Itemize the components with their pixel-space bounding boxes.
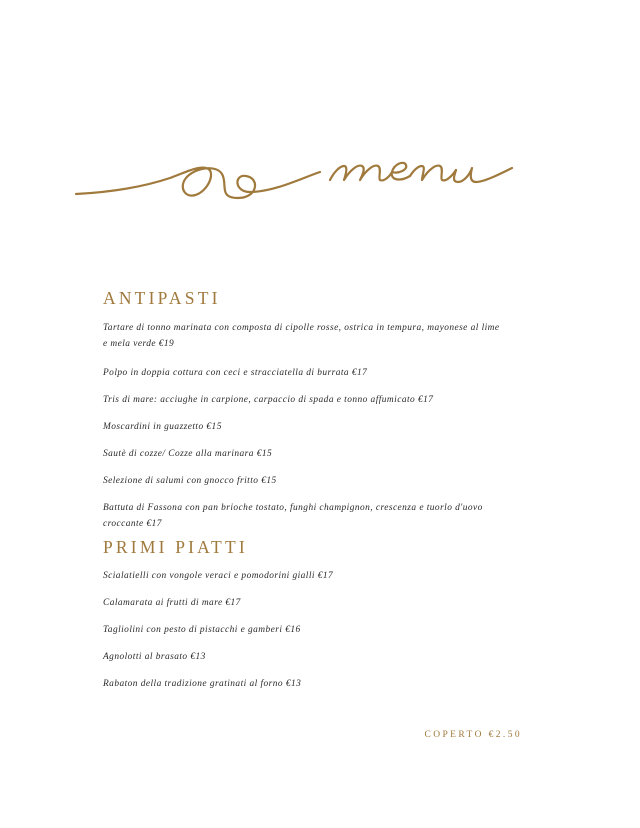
section-title-primi-piatti: PRIMI PIATTI xyxy=(103,537,248,557)
menu-item: Tris di mare: acciughe in carpione, carpaccio di spada e tonno affumicato €17 xyxy=(103,395,434,405)
menu-item: Agnolotti al brasato €13 xyxy=(103,652,206,662)
menu-item: Rabaton della tradizione gratinati al forno €13 xyxy=(103,679,302,689)
menu-item: Tagliolini con pesto di pistacchi e gamberi €16 xyxy=(103,625,301,635)
menu-item: Battuta di Fassona con pan brioche tostato, funghi champignon, crescenza e tuorlo d'uovo croccante €17 xyxy=(103,503,483,529)
coperto-price: COPERTO €2.50 xyxy=(424,730,522,740)
menu-item: Moscardini in guazzetto €15 xyxy=(103,422,222,432)
menu-item: Scialatielli con vongole veraci e pomodorini gialli €17 xyxy=(103,571,334,581)
menu-script-logo xyxy=(74,148,520,218)
menu-item: Polpo in doppia cottura con ceci e stracciatella di burrata €17 xyxy=(103,368,368,378)
menu-item: Tartare di tonno marinata con composta di cipolle rosse, ostrica in tempura, mayonese al lime e mela verde €19 xyxy=(103,323,500,349)
menu-item: Sautè di cozze/ Cozze alla marinara €15 xyxy=(103,449,273,459)
menu-item: Selezione di salumi con gnocco fritto €15 xyxy=(103,476,277,486)
antipasti-list xyxy=(103,320,503,532)
menu-item: Calamarata ai frutti di mare €17 xyxy=(103,598,241,608)
section-title-antipasti: ANTIPASTI xyxy=(103,288,221,308)
primi-piatti-list xyxy=(103,568,503,692)
